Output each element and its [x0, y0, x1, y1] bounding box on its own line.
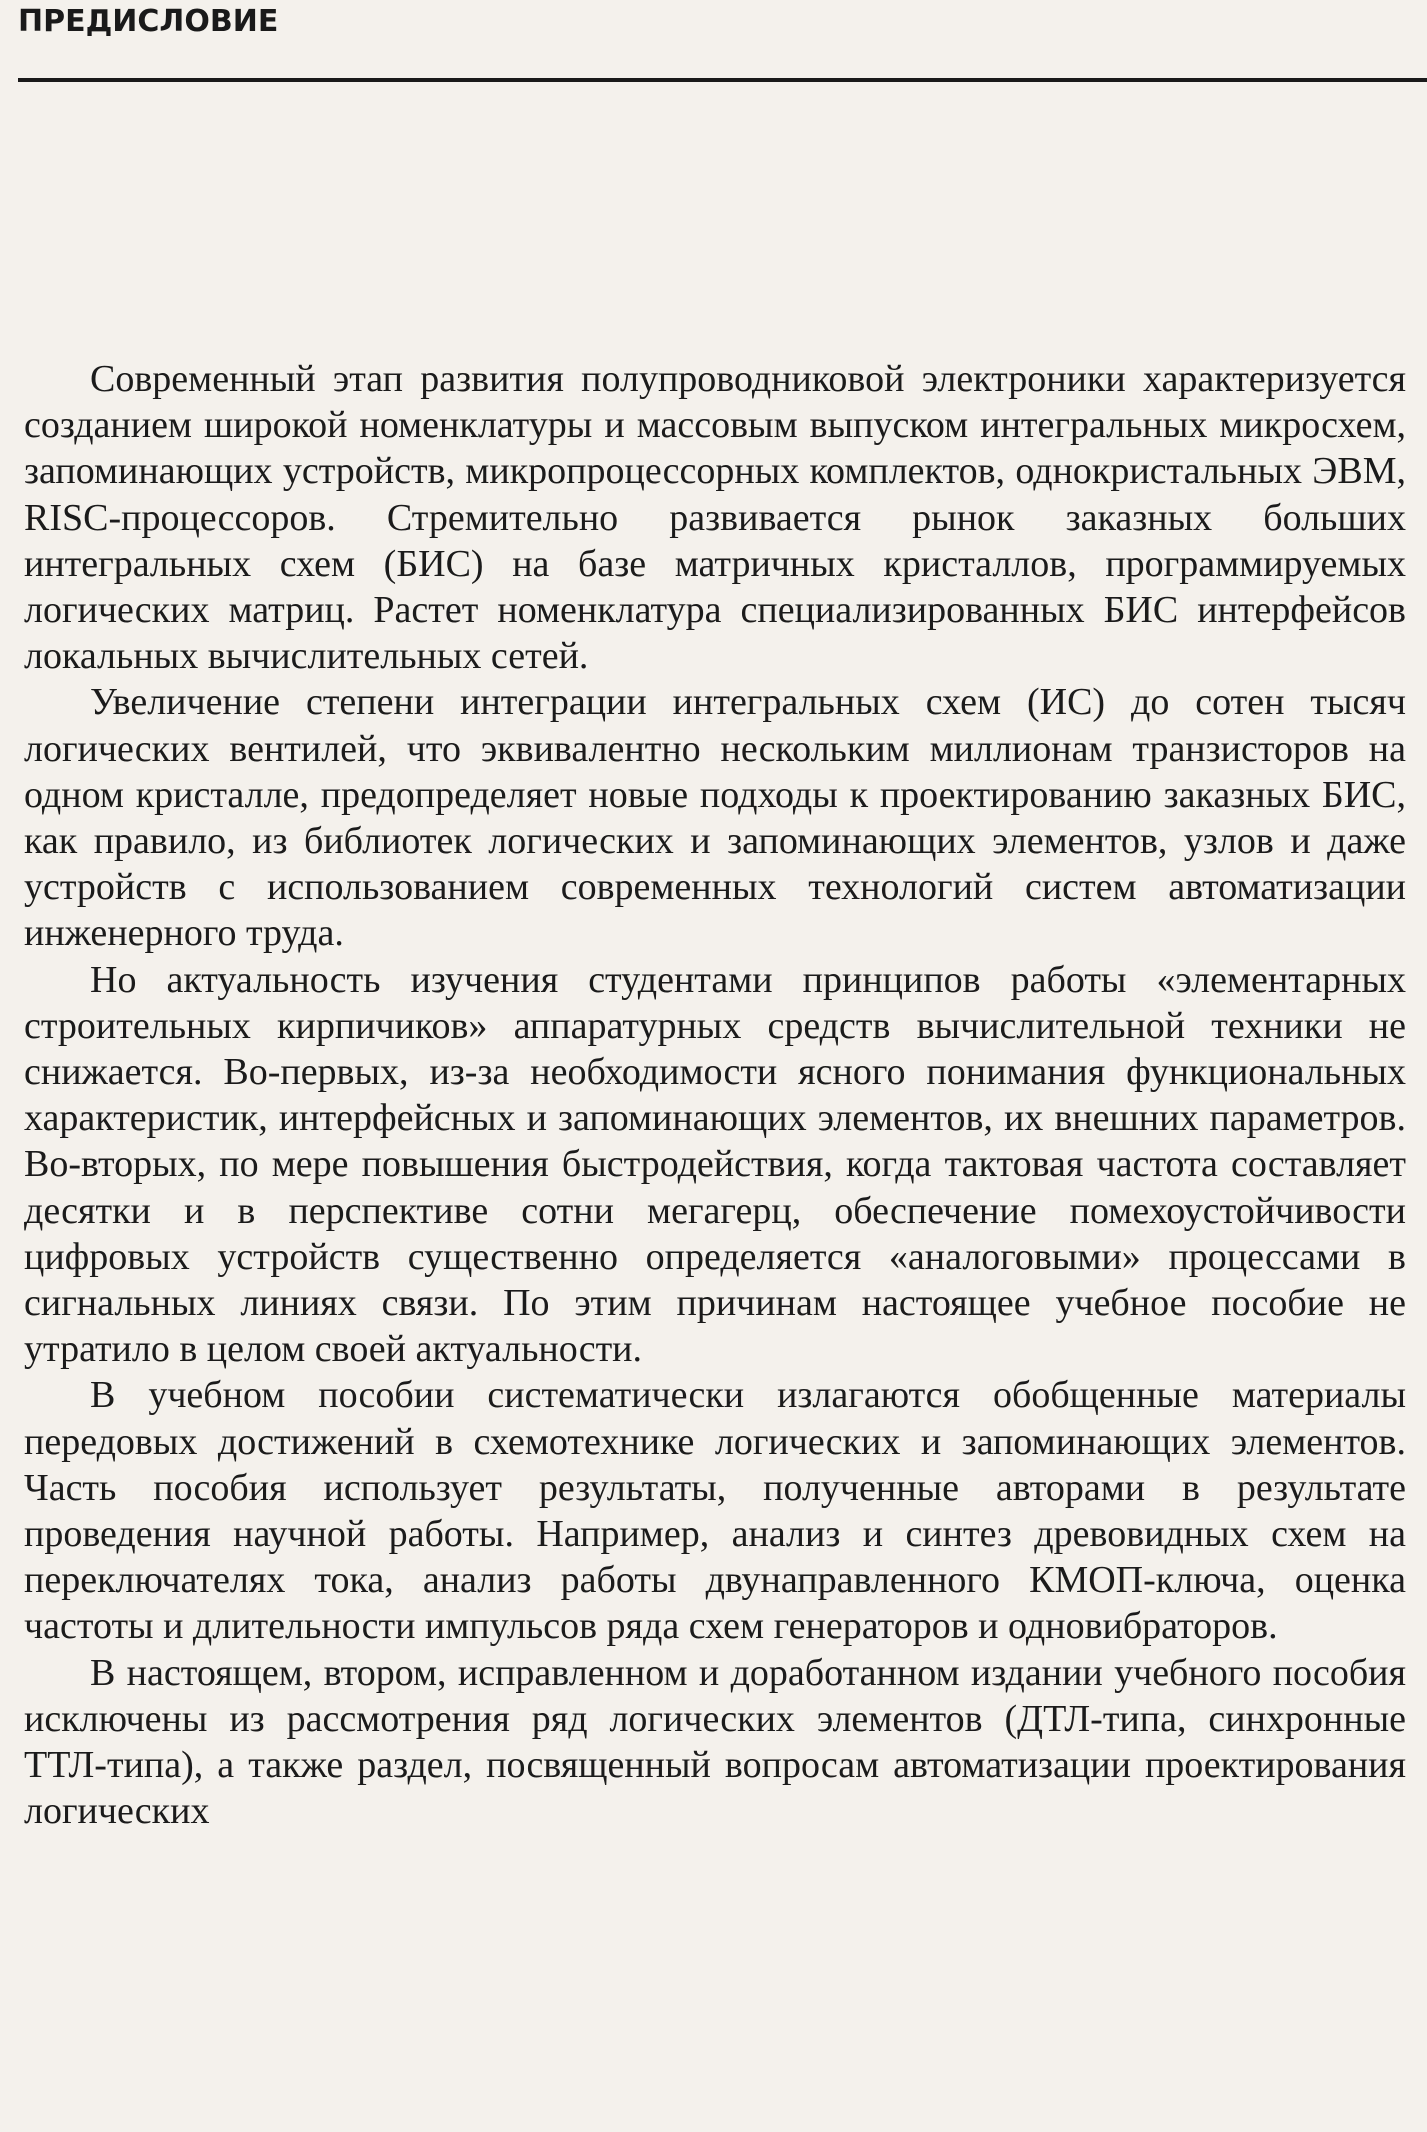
paragraph-2: Увеличение степени интеграции интегральных схем (ИС) до сотен тысяч логических вентилей, что эквивалентно нескольким миллионам транзисторов на одном кристалле, предопределяет новые подходы к проектированию заказных БИС, как правило, из библиотек логических и запоминающих элементов, узлов и даже устройств с использованием современных технологий систем автоматизации инженерного труда.	[24, 681, 1406, 955]
paragraph-4: В учебном пособии систематически излагаются обобщенные материалы передовых достижений в схемотехнике логических и запоминающих элементов. Часть пособия использует результаты, полученные авторами в результате проведения научной работы. Например, анализ и синтез древовидных схем на переключателях тока, анализ работы двунаправленного КМОП-ключа, оценка частоты и длительности импульсов ряда схем генераторов и одновибраторов.	[24, 1374, 1406, 1648]
running-head-title: ПРЕДИСЛОВИЕ	[18, 4, 279, 39]
paragraph-5: В настоящем, втором, исправленном и доработанном издании учебного пособия исключены из рассмотрения ряд логических элементов (ДТЛ-типа, синхронные ТТЛ-типа), а также раздел, посвященный вопросам автоматизации проектирования логических	[24, 1651, 1406, 1833]
paragraph-3: Но актуальность изучения студентами принципов работы «элементарных строительных кирпичиков» аппаратурных средств вычислительной техники не снижается. Во-первых, из-за необходимости ясного понимания функциональных характеристик, интерфейсных и запоминающих элементов, их внешних параметров. Во-вторых, по мере повышения быстродействия, когда тактовая частота составляет десятки и в перспективе сотни мегагерц, обеспечение помехоустойчивости цифровых устройств существенно определяется «аналоговыми» процессами в сигнальных линиях связи. По этим причинам настоящее учебное пособие не утратило в целом своей актуальности.	[24, 958, 1406, 1371]
paragraph-1: Современный этап развития полупроводниковой электроники характеризуется созданием широкой номенклатуры и массовым выпуском интегральных микросхем, запоминающих устройств, микропроцессорных комплектов, однокристальных ЭВМ, RISC-процессоров. Стремительно развивается рынок заказных больших интегральных схем (БИС) на базе матричных кристаллов, программируемых логических матриц. Растет номенклатура специализированных БИС интерфейсов локальных вычислительных сетей.	[24, 358, 1406, 678]
body-text	[24, 356, 1406, 1835]
header-rule	[18, 78, 1427, 82]
